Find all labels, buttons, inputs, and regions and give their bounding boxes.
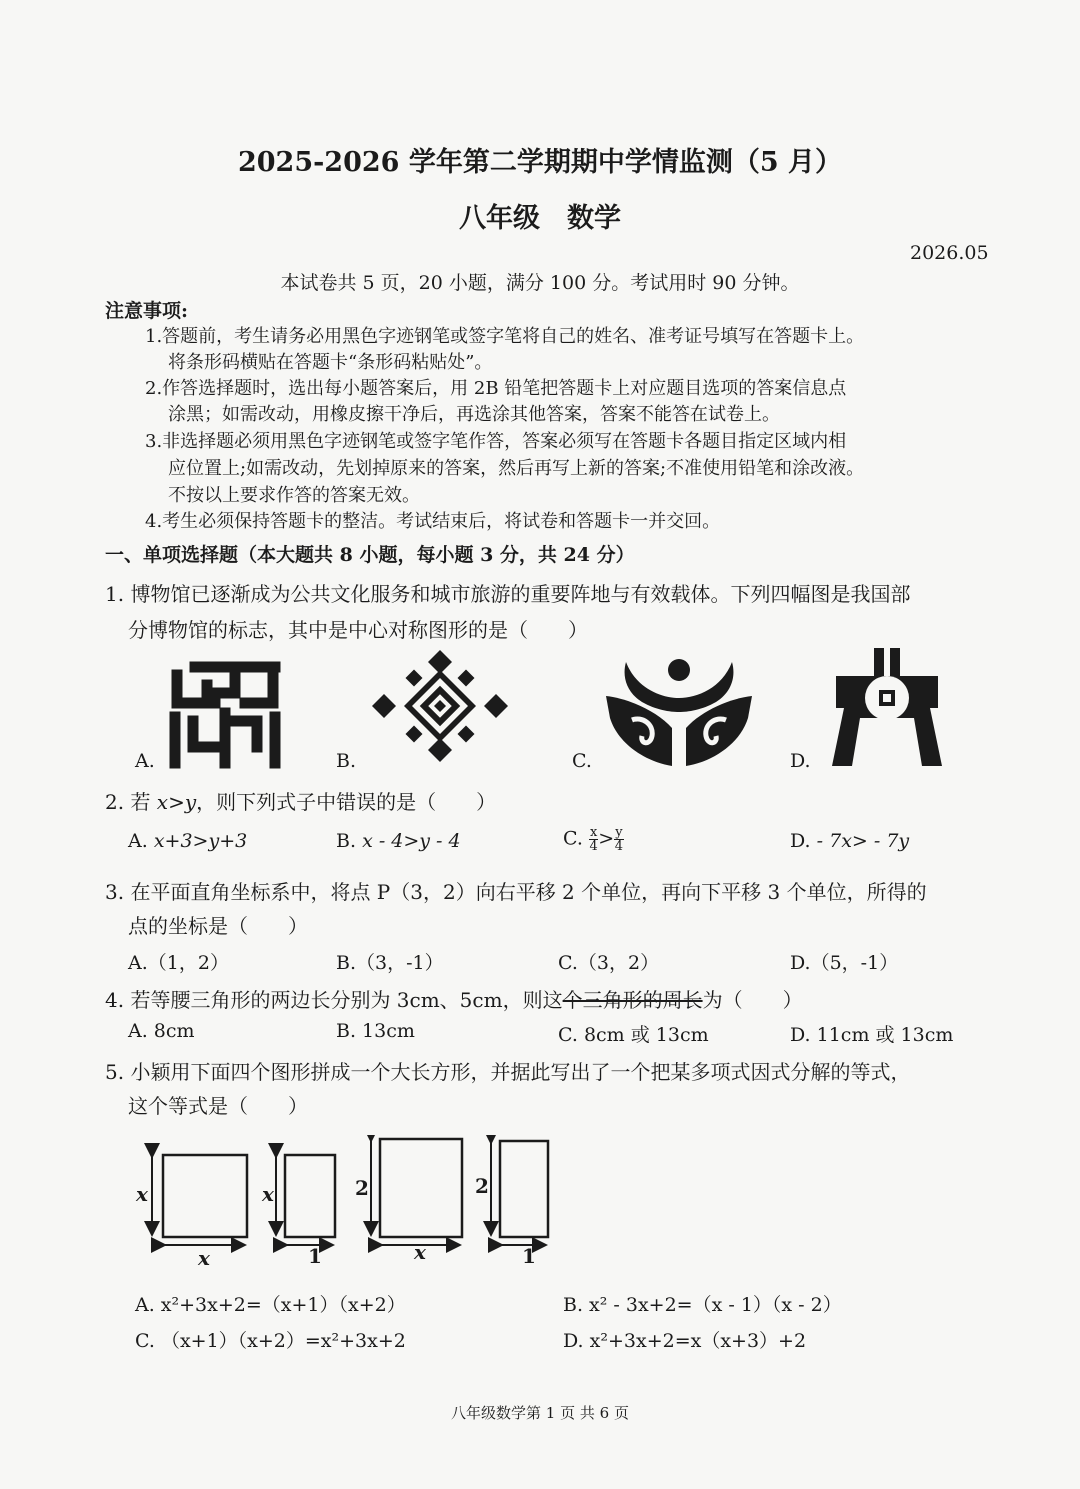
q2-option-text: - 7x> - 7y	[816, 830, 910, 852]
exam-date: 2026.05	[910, 242, 989, 264]
q2-stem-pre: 2. 若	[105, 790, 157, 814]
fraction	[589, 826, 598, 853]
exam-title: 2025-2026 学年第二学期期中学情监测（5 月）	[237, 147, 843, 178]
dim-label: x	[136, 1182, 148, 1206]
fraction-numerator: x	[589, 825, 598, 840]
q2-option-label: A.	[128, 830, 148, 852]
notice-line: 涂黑；如需改动，用橡皮擦干净后，再选涂其他答案，答案不能答在试卷上。	[168, 404, 780, 425]
rect-x-by-1	[285, 1155, 335, 1237]
q2-stem	[105, 786, 496, 815]
q4-stem-post: 为（ ）	[702, 988, 803, 1012]
q2-option-d	[790, 830, 909, 852]
notice-line: 应位置上;如需改动，先划掉原来的答案，然后再写上新的答案;不准使用铅笔和涂改液。	[168, 458, 865, 479]
q4-option-a: A. 8cm	[128, 1020, 195, 1042]
q2-stem-post: ，则下列式子中错误的是（ ）	[196, 790, 497, 814]
q1-option-label: B.	[336, 750, 357, 772]
notice-line: 2.作答选择题时，选出每小题答案后，用 2B 铅笔把答题卡上对应题目选项的答案信息点	[145, 378, 847, 399]
q2-option-label: D.	[790, 830, 811, 852]
q4-stem-pre: 4. 若等腰三角形的两边长分别为 3cm、5cm，则这	[105, 988, 563, 1012]
q3-stem-line2: 点的坐标是（ ）	[128, 914, 308, 938]
dim-label: 1	[522, 1244, 536, 1268]
q5-option-c: C. （x+1）（x+2）=x²+3x+2	[135, 1330, 406, 1352]
notice-line: 将条形码横贴在答题卡“条形码粘贴处”。	[168, 352, 493, 373]
q2-option-c	[563, 826, 624, 853]
q5-stem-line2: 这个等式是（ ）	[128, 1094, 308, 1118]
museum-logo-d-icon	[830, 648, 944, 770]
q2-option-label: B.	[336, 830, 357, 852]
museum-logo-b-icon	[372, 650, 508, 762]
q4-option-b: B. 13cm	[336, 1020, 415, 1042]
q1-option-label: A.	[135, 750, 155, 772]
museum-logo-c-icon	[606, 658, 752, 768]
q3-option-c: C.（3，2）	[558, 952, 660, 974]
exam-info: 本试卷共 5 页，20 小题，满分 100 分。考试用时 90 分钟。	[280, 272, 800, 294]
page-footer: 八年级数学第 1 页 共 6 页	[451, 1404, 629, 1422]
q2-option-label: C.	[563, 827, 583, 850]
q2-option-text: x+3>y+3	[153, 830, 248, 852]
dim-label: x	[262, 1182, 274, 1206]
rect-2-by-1	[500, 1141, 548, 1237]
greater-than: >	[598, 827, 615, 850]
dim-label: 2	[355, 1176, 369, 1200]
dim-label: x	[198, 1246, 210, 1270]
notice-line: 不按以上要求作答的答案无效。	[168, 485, 420, 506]
q2-option-a	[128, 830, 247, 852]
q1-stem-line2: 分博物馆的标志，其中是中心对称图形的是（ ）	[128, 618, 588, 642]
notice-line: 3.非选择题必须用黑色字迹钢笔或签字笔作答，答案必须写在答题卡各题目指定区域内相	[145, 431, 847, 452]
fraction	[614, 826, 623, 853]
q3-option-d: D.（5，-1）	[790, 952, 899, 974]
square-x-by-x	[163, 1155, 247, 1237]
notice-line: 4.考生必须保持答题卡的整洁。考试结束后，将试卷和答题卡一并交回。	[145, 511, 721, 532]
fraction-denominator: 4	[589, 839, 598, 854]
dim-label: 2	[475, 1174, 489, 1198]
dim-label: x	[414, 1240, 426, 1264]
q5-option-d: D. x²+3x+2=x（x+3）+2	[563, 1330, 807, 1352]
q2-option-text: x - 4>y - 4	[362, 830, 461, 852]
section-heading: 一、单项选择题（本大题共 8 小题，每小题 3 分，共 24 分）	[105, 544, 635, 566]
fraction-numerator: y	[615, 825, 623, 840]
q5-option-b: B. x² - 3x+2=（x - 1）（x - 2）	[563, 1294, 842, 1316]
q1-option-label: D.	[790, 750, 811, 772]
museum-logo-a-icon	[165, 655, 285, 770]
notice-heading: 注意事项:	[105, 300, 189, 322]
q5-stem-line1: 5. 小颖用下面四个图形拼成一个大长方形，并据此写出了一个把某多项式因式分解的等式，	[105, 1060, 911, 1084]
q1-stem-line1: 1. 博物馆已逐渐成为公共文化服务和城市旅游的重要阵地与有效载体。下列四幅图是我国部	[105, 582, 911, 606]
q3-stem-line1: 3. 在平面直角坐标系中，将点 P（3，2）向右平移 2 个单位，再向下平移 3 个单位，所得的	[105, 880, 927, 904]
rect-2-by-x	[380, 1139, 462, 1237]
dim-label: 1	[308, 1244, 322, 1268]
q5-shapes-diagram	[130, 1135, 570, 1270]
q3-option-b: B.（3，-1）	[336, 952, 444, 974]
q4-option-c: C. 8cm 或 13cm	[558, 1024, 709, 1046]
q4-stem-struck: 个三角形的周长	[562, 988, 703, 1012]
q4-option-d: D. 11cm 或 13cm	[790, 1024, 954, 1046]
q5-option-a: A. x²+3x+2=（x+1）（x+2）	[135, 1294, 406, 1316]
fraction-denominator: 4	[614, 839, 624, 854]
q1-option-label: C.	[572, 750, 592, 772]
q2-stem-var: x>y	[156, 790, 197, 814]
notice-line: 1.答题前，考生请务必用黑色字迹钢笔或签字笔将自己的姓名、准考证号填写在答题卡上。	[145, 326, 865, 347]
exam-subtitle: 八年级 数学	[459, 203, 621, 234]
q2-option-b	[336, 830, 461, 852]
q4-stem	[105, 984, 803, 1013]
q3-option-a: A.（1，2）	[128, 952, 229, 974]
